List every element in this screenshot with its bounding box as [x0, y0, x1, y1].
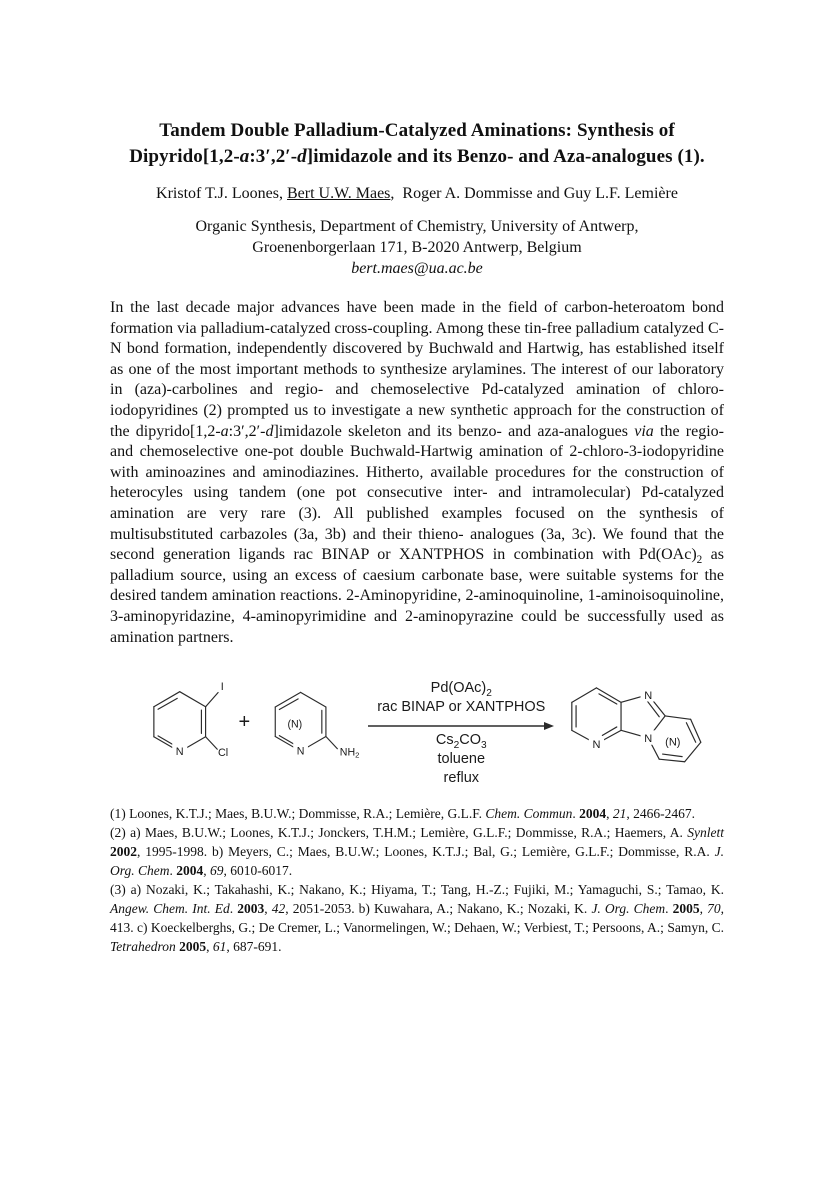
product-structure [554, 665, 724, 780]
base-line: $Cs_2CO_3$ [435, 731, 487, 751]
product-pyridine-nitrogen-label: N [592, 738, 601, 751]
catalyst-line: $Pd(OAc)_2$ [430, 679, 492, 699]
ligand-line: rac BINAP or XANTPHOS [377, 698, 546, 715]
product-imidazole-nitrogen-label: N [644, 689, 653, 702]
affiliation-line-2: Groenenborgerlaan 171, B-2020 Antwerp, Belgium [252, 239, 582, 256]
reactant1-nitrogen-label: N [175, 746, 184, 759]
reference-3: (3) a) Nozaki, K.; Takahashi, K.; Nakano, K.; Hiyama, T.; Tang, H.-Z.; Fujiki, M.; Yamaguchi, S.; Tamao, K. Angew. Chem. Int. Ed. 2003, 42, 2051-2053. b) Kuwahara, A.; Nakano, K.; Nozaki, K. J. Org. Chem. 2005, 70, 413. c) Koeckelberghs, G.; De Cremer, L.; Vanormelingen, W.; Dehaen, W.; Verbiest, T.; Persoons, A.; Samyn, C. Tetrahedron 2005, 61, 687-691. [110, 882, 725, 955]
reactant2-ring-nitrogen-label: (N) [287, 718, 303, 731]
reactant1-iodine-label: I [220, 681, 224, 694]
product-bridgehead-nitrogen-label: N [644, 733, 653, 746]
reactant2-structure [254, 676, 368, 768]
reactant2-nitrogen-label: N [296, 745, 305, 758]
email-address: bert.maes@ua.ac.be [351, 260, 483, 277]
reactant1-structure [128, 675, 235, 768]
affiliation-line-1: Organic Synthesis, Department of Chemistry, University of Antwerp, [195, 218, 639, 235]
reactant1-chlorine-label: Cl [217, 747, 229, 760]
paper-title [110, 118, 724, 170]
solvent-line: toluene [437, 750, 486, 767]
reaction-arrow [368, 718, 554, 728]
plus-sign: + [238, 710, 251, 733]
reference-1: (1) Loones, K.T.J.; Maes, B.U.W.; Dommisse, R.A.; Lemière, G.L.F. Chem. Commun. 2004, 21, 2466-2467. [110, 806, 696, 822]
reaction-scheme [128, 656, 724, 788]
product-ring-nitrogen-label: (N) [665, 736, 681, 749]
temperature-line: reflux [443, 769, 480, 786]
abstract-paragraph: In the last decade major advances have been made in the field of carbon-heteroatom bond formation via palladium-catalyzed cross-coupling. Among these tin-free palladium catalyzed C-N bond formation, independently discovered by Buchwald and Hartwig, has established itself as one of the most important methods to synthesize arylamines. The interest of our laboratory in (aza)-carbolines and regio- and chemoselective Pd-catalyzed amination of chloro-iodopyridines (2) prompted us to investigate a new synthetic approach for the construction of the dipyrido[1,2-a:3′,2′-d]imidazole skeleton and its benzo- and aza-analogues via the regio- and chemoselective one-pot double Buchwald-Hartwig amination of 2-chloro-3-iodopyridine with aminoazines and aminodiazines. Hitherto, available procedures for the construction of heterocyles using tandem (one pot consecutive inter- and intramolecular) Pd-catalyzed amination are very rare (3). All published examples focused on the synthesis of multisubstituted carbazoles (3a, 3b) and their thieno- analogues (3a, 3c). We found that the second generation ligands rac BINAP or XANTPHOS in combination with $Pd(OAc)_2$ as palladium source, using an excess of caesium carbonate base, were suitable systems for the desired tandem amination reactions. 2-Aminopyridine, 2-aminoquinoline, 1-aminoisoquinoline, 3-aminopyridazine, 4-aminopyrimidine and 2-aminopyrazine could be successfully used as amination partners. [110, 299, 725, 646]
title-line-2: Dipyrido[1,2-a:3′,2′-d]imidazole and its Benzo- and Aza-analogues (1). [129, 146, 705, 167]
reaction-conditions [368, 679, 554, 788]
reference-2: (2) a) Maes, B.U.W.; Loones, K.T.J.; Jonckers, T.H.M.; Lemière, G.L.F.; Dommisse, R.A.; Haemers, A. Synlett 2002, 1995-1998. b) Meyers, C.; Maes, B.U.W.; Loones, K.T.J.; Bal, G.; Lemière, G.L.F.; Dommisse, R.A. J. Org. Chem. 2004, 69, 6010-6017. [110, 825, 724, 879]
references-block [110, 804, 724, 956]
reactant2-amine-label: $NH_2$ [339, 746, 360, 761]
affiliation-block [110, 216, 724, 279]
title-line-1: Tandem Double Palladium-Catalyzed Aminations: Synthesis of [159, 120, 675, 141]
page-content [110, 118, 724, 956]
authors-line: Kristof T.J. Loones, Bert U.W. Maes, Roger A. Dommisse and Guy L.F. Lemière [156, 185, 678, 202]
